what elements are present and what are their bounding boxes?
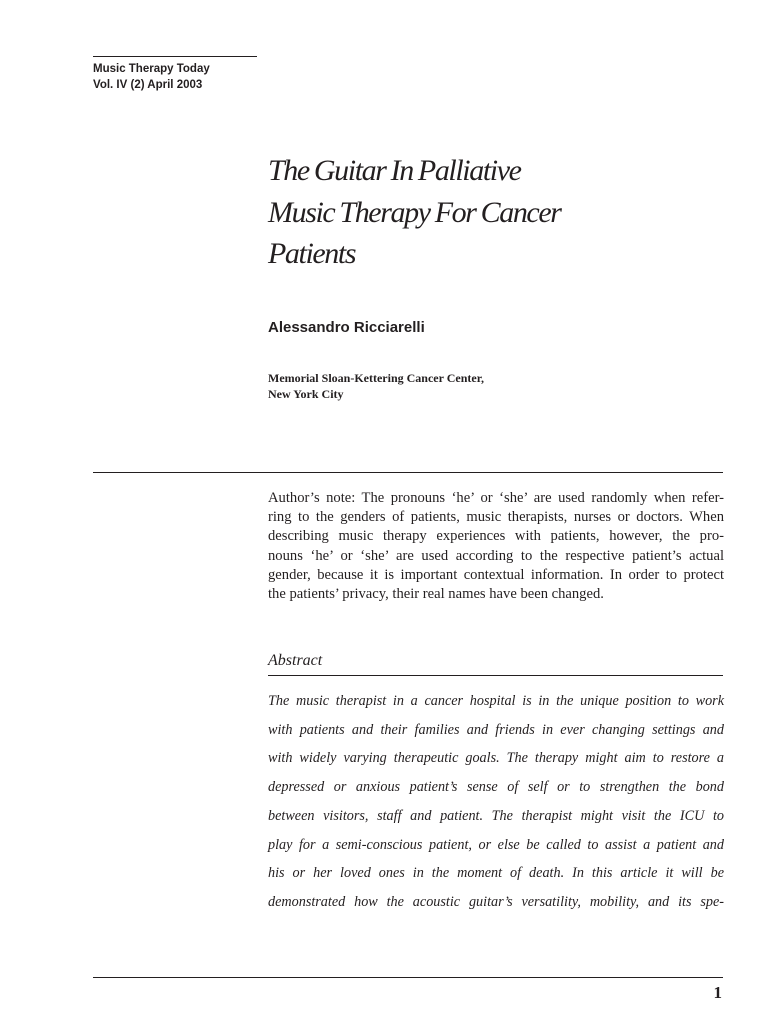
authors-note — [268, 489, 724, 604]
affiliation-line: New York City — [268, 387, 344, 401]
author-affiliation — [268, 370, 484, 402]
journal-name: Music Therapy Today — [93, 63, 210, 75]
authors-note-line: gender, because it is important contextual information. In order to protect — [268, 566, 724, 583]
page-number: 1 — [713, 983, 722, 1002]
abstract-line: play for a semi-conscious patient, or else be called to assist a patient and — [268, 836, 724, 853]
abstract-line: his or her loved ones in the moment of death. In this article it will be — [268, 865, 724, 882]
section-divider — [93, 472, 723, 473]
abstract-line: depressed or anxious patient’s sense of self or to strengthen the bond — [268, 779, 724, 796]
abstract-line: with patients and their families and friends in ever changing settings and — [268, 721, 724, 738]
abstract-line: with widely varying therapeutic goals. The therapy might aim to restore a — [268, 750, 724, 767]
footer-rule — [93, 977, 723, 978]
authors-note-line: the patients’ privacy, their real names have been changed. — [268, 586, 604, 603]
authors-note-line: nouns ‘he’ or ‘she’ are used according to the respective patient’s actual — [268, 547, 724, 564]
abstract-line: The music therapist in a cancer hospital is in the unique position to work — [268, 693, 724, 709]
journal-issue: Vol. IV (2) April 2003 — [93, 79, 203, 91]
authors-note-line: describing music therapy experiences with patients, however, the pro- — [268, 528, 724, 545]
title-line: The Guitar In Palliative — [268, 154, 521, 187]
author-name: Alessandro Ricciarelli — [268, 319, 425, 336]
authors-note-line: Author’s note: The pronouns ‘he’ or ‘she’ are used randomly when refer- — [268, 490, 724, 506]
abstract-body — [268, 687, 724, 917]
title-line: Music Therapy For Cancer — [268, 195, 561, 229]
authors-note-line: ring to the genders of patients, music therapists, nurses or doctors. When — [268, 509, 724, 526]
article-title — [268, 150, 648, 275]
journal-rule — [93, 56, 257, 57]
abstract-heading-rule — [268, 675, 723, 676]
title-line: Patients — [268, 237, 356, 270]
abstract-line: demonstrated how the acoustic guitar’s versatility, mobility, and its spe- — [268, 893, 724, 910]
abstract-heading: Abstract — [268, 652, 323, 669]
affiliation-line: Memorial Sloan-Kettering Cancer Center, — [268, 371, 484, 385]
journal-header — [93, 61, 210, 93]
abstract-line: between visitors, staff and patient. The therapist might visit the ICU to — [268, 807, 724, 824]
